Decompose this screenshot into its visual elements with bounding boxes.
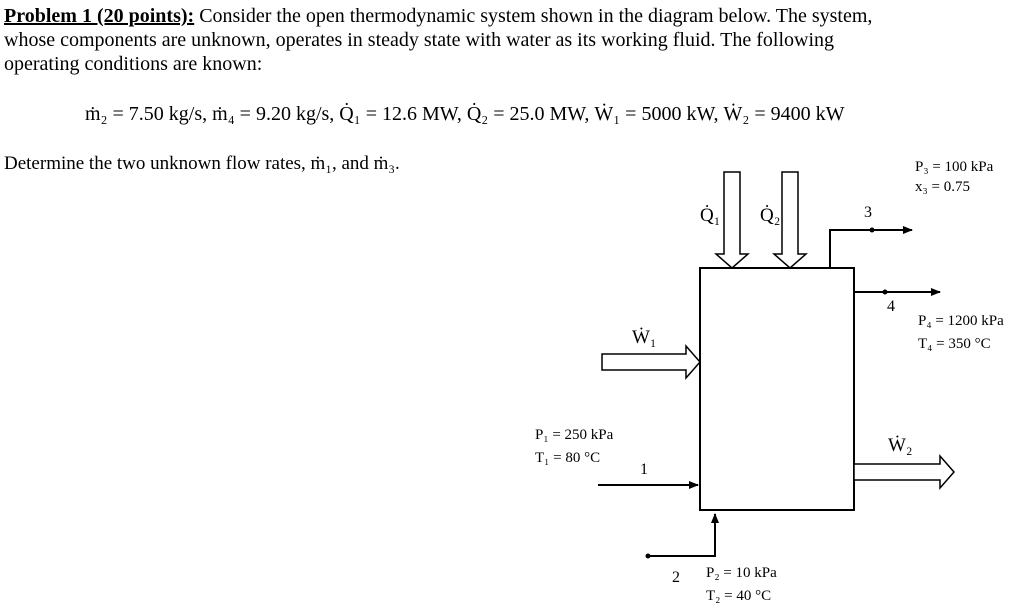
state-1-temperature: T₁ = 80 °C [535, 450, 601, 466]
control-volume-box [700, 268, 854, 510]
intro-line-1: Consider the open thermodynamic system shown in the diagram below. The system, [194, 5, 873, 27]
given-conditions: ṁ₂ = 7.50 kg/s, ṁ₄ = 9.20 kg/s, Q̇₁ = 12.6 MW, Q̇₂ = 25.0 MW, Ẇ₁ = 5000 kW, Ẇ₂ = 9400 kW [85, 103, 845, 125]
state-1-pressure: P₁ = 250 kPa [535, 427, 614, 443]
work-out-arrow [854, 456, 954, 488]
intro-line-3: operating conditions are known: [4, 53, 263, 75]
state-2-temperature: T₂ = 40 °C [706, 588, 772, 604]
state-4-temperature: T₄ = 350 °C [918, 336, 991, 352]
port-2-label: 2 [672, 569, 680, 586]
stream-2-node [646, 554, 651, 559]
stream-4-node [883, 290, 888, 295]
state-4-pressure: P₄ = 1200 kPa [918, 313, 1004, 329]
heat-arrow-1 [716, 172, 748, 268]
work-in-arrow [602, 346, 700, 378]
stream-2-arrow [648, 514, 715, 556]
heat-1-label: Q̇₁ [700, 205, 721, 226]
task-statement: Determine the two unknown flow rates, ṁ₁, and ṁ₃. [4, 153, 400, 174]
state-3-pressure: P₃ = 100 kPa [915, 159, 994, 175]
state-3-quality: x₃ = 0.75 [915, 179, 970, 195]
heat-2-label: Q̇₂ [760, 205, 781, 226]
stream-3-arrow [830, 230, 912, 268]
stream-3-node [870, 228, 875, 233]
port-4-label: 4 [887, 298, 895, 315]
port-1-label: 1 [640, 461, 648, 478]
intro-line-2: whose components are unknown, operates in steady state with water as its working fluid. The following [4, 29, 835, 51]
work-out-label: Ẇ₂ [888, 435, 913, 456]
problem-title: Problem 1 (20 points): [4, 5, 195, 27]
port-3-label: 3 [864, 204, 872, 221]
work-in-label: Ẇ₁ [632, 327, 657, 348]
state-2-pressure: P₂ = 10 kPa [706, 565, 777, 581]
